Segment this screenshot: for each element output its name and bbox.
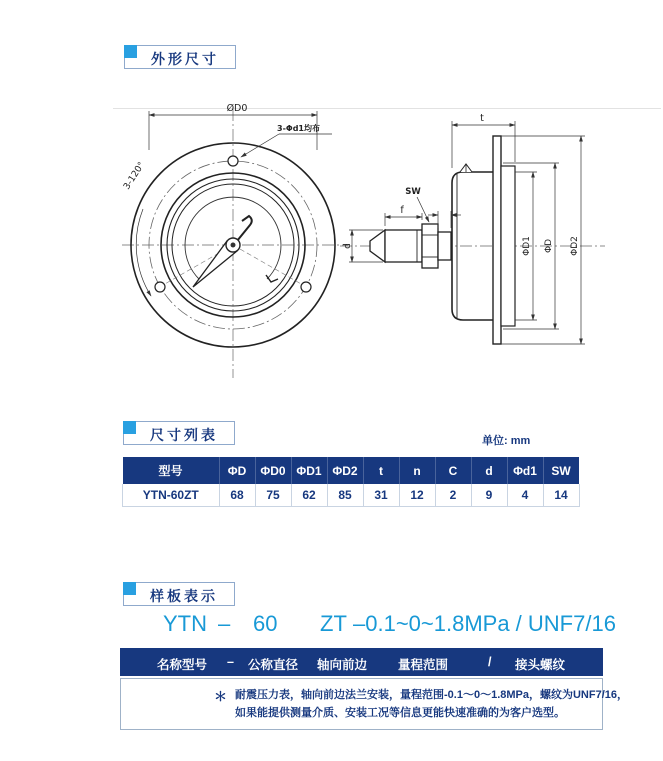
legend-slash: / bbox=[488, 655, 492, 669]
cell-value: 31 bbox=[363, 484, 399, 507]
asterisk-icon: ＊ bbox=[214, 689, 228, 704]
model-size: 60 bbox=[253, 611, 278, 636]
legend-dash: – bbox=[227, 655, 234, 669]
section-title-text: 外形尺寸 bbox=[151, 51, 219, 67]
cell-value: 2 bbox=[435, 484, 471, 507]
dimensions-table bbox=[122, 457, 580, 507]
model-designation bbox=[120, 611, 616, 641]
header-cell: d bbox=[471, 457, 507, 484]
dim-label-f: f bbox=[400, 205, 404, 216]
model-variant: ZT bbox=[320, 611, 347, 636]
header-cell: ΦD2 bbox=[327, 457, 363, 484]
header-cell: ΦD bbox=[219, 457, 255, 484]
side-view bbox=[340, 113, 605, 344]
table-row bbox=[123, 484, 580, 507]
dim-label-dbig: ΦD bbox=[544, 238, 554, 254]
legend-bar bbox=[120, 648, 603, 676]
flange-plate bbox=[493, 136, 501, 344]
note-line-1: 耐震压力表，轴向前边法兰安装，量程范围-0.1～0～1.8MPa，螺纹为UNF7/16， bbox=[235, 689, 628, 701]
section-title-text: 样板表示 bbox=[150, 588, 218, 604]
model-dash: – bbox=[218, 611, 231, 636]
header-cell: SW bbox=[543, 457, 579, 484]
model-range: –0.1~0~1.8MPa / UNF7/16 bbox=[353, 611, 616, 636]
cell-value: 14 bbox=[543, 484, 579, 507]
holes-label: 3-Φd1均布 bbox=[277, 124, 320, 133]
outline-drawing bbox=[100, 95, 620, 385]
angle-label: 3-120° bbox=[122, 160, 148, 192]
header-cell: C bbox=[435, 457, 471, 484]
cell-value: 62 bbox=[291, 484, 327, 507]
section-title-text: 尺寸列表 bbox=[150, 427, 218, 443]
table-header-row bbox=[123, 457, 580, 484]
note-text bbox=[235, 686, 628, 722]
dim-label-sw: SW bbox=[405, 187, 421, 197]
header-cell: t bbox=[363, 457, 399, 484]
legend-range: 量程范围 bbox=[398, 658, 449, 672]
cell-value: 85 bbox=[327, 484, 363, 507]
dim-label-t: t bbox=[480, 113, 484, 124]
legend-name: 名称型号 bbox=[157, 658, 208, 672]
unit-note: 单位: mm bbox=[482, 435, 531, 447]
dim-label-d2: ΦD2 bbox=[570, 236, 580, 256]
dim-label-d0: ØD0 bbox=[226, 103, 248, 114]
cell-value: 75 bbox=[255, 484, 291, 507]
legend-thread: 接头螺纹 bbox=[515, 658, 566, 672]
header-model: 型号 bbox=[123, 457, 220, 484]
section-title-dim-list bbox=[123, 421, 235, 445]
cell-value: 12 bbox=[399, 484, 435, 507]
legend-diameter: 公称直径 bbox=[248, 658, 299, 672]
section-title-sample bbox=[123, 582, 235, 606]
dim-label-d: d bbox=[343, 243, 353, 249]
mounting-hole bbox=[301, 282, 311, 292]
header-cell: n bbox=[399, 457, 435, 484]
header-cell: ΦD0 bbox=[255, 457, 291, 484]
header-cell: Φd1 bbox=[507, 457, 543, 484]
note-box bbox=[120, 678, 628, 730]
legend-mount: 轴向前边 bbox=[317, 658, 368, 672]
dim-label-d1: ΦD1 bbox=[522, 236, 532, 256]
section-title-outline bbox=[124, 45, 236, 69]
cell-value: 68 bbox=[219, 484, 255, 507]
hex-nut bbox=[422, 224, 438, 268]
cell-value: 4 bbox=[507, 484, 543, 507]
pointer bbox=[193, 216, 252, 287]
mounting-hole bbox=[228, 156, 238, 166]
cell-value: 9 bbox=[471, 484, 507, 507]
mounting-hole bbox=[155, 282, 165, 292]
dim-t bbox=[452, 121, 515, 168]
header-cell: ΦD1 bbox=[291, 457, 327, 484]
cell-model: YTN-60ZT bbox=[123, 484, 220, 507]
front-view bbox=[122, 103, 348, 378]
model-name: YTN bbox=[163, 611, 207, 636]
note-line-2: 如果能提供测量介质、安装工况等信息更能快速准确的为客户选型。 bbox=[235, 707, 565, 719]
